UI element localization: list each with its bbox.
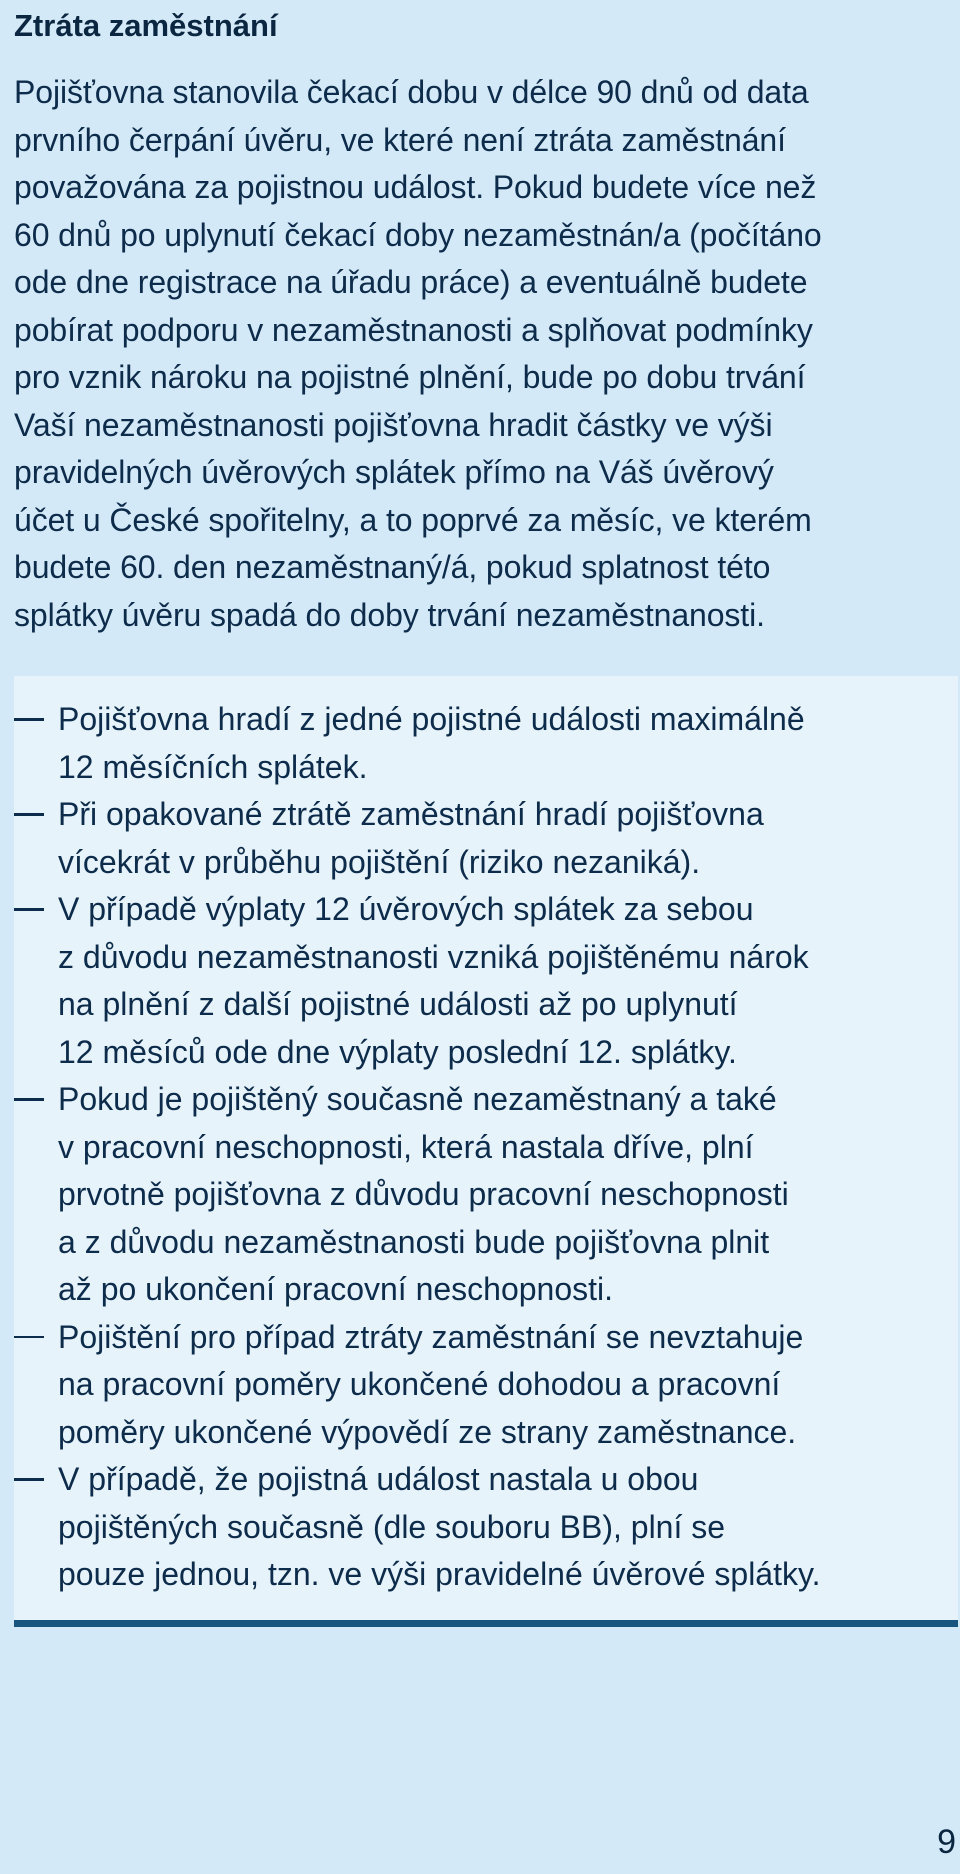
list-item-line: Pojištění pro případ ztráty zaměstnání se nevztahuje [58, 1318, 804, 1355]
list-item-line: V případě výplaty 12 úvěrových splátek za sebou [58, 891, 754, 927]
list-item-line: 12 měsíců ode dne výplaty poslední 12. splátky. [58, 1033, 737, 1070]
list-item-line: a z důvodu nezaměstnanosti bude pojišťovna plnit [58, 1223, 770, 1260]
intro-line: ode dne registrace na úřadu práce) a eventuálně budete [14, 264, 808, 300]
intro-line: Pojišťovna stanovila čekací dobu v délce 90 dnů od data [14, 74, 809, 110]
list-item-line: prvotně pojišťovna z důvodu pracovní neschopnosti [58, 1176, 789, 1212]
intro-line: budete 60. den nezaměstnaný/á, pokud splatnost této [14, 549, 771, 585]
list-item [0, 1314, 960, 1457]
list-item-line: v pracovní neschopnosti, která nastala dříve, plní [58, 1128, 754, 1165]
dash-bullet-icon [14, 718, 44, 721]
intro-line: pravidelných úvěrových splátek přímo na Váš úvěrový [14, 454, 774, 490]
list-item-line: z důvodu nezaměstnanosti vzniká pojištěnému nárok [58, 938, 809, 975]
dash-bullet-icon [14, 1478, 44, 1481]
list-item [0, 696, 960, 791]
dash-bullet-icon [14, 1336, 44, 1339]
list-item-line: až po ukončení pracovní neschopnosti. [58, 1271, 614, 1307]
dash-bullet-icon [14, 1098, 44, 1101]
intro-line: účet u České spořitelny, a to poprvé za měsíc, ve kterém [14, 501, 812, 538]
intro-line: pro vznik nároku na pojistné plnění, bude po dobu trvání [14, 359, 806, 395]
list-item [0, 1456, 960, 1599]
list-item [0, 791, 960, 886]
list-item-line: vícekrát v průběhu pojištění (riziko nezaniká). [58, 843, 701, 880]
intro-line: prvního čerpání úvěru, ve které není ztráta zaměstnání [14, 121, 786, 158]
list-item-line: pojištěných současně (dle souboru BB), plní se [58, 1508, 726, 1545]
list-item-line: na pracovní poměry ukončené dohodou a pracovní [58, 1366, 781, 1402]
list-item-line: V případě, že pojistná událost nastala u obou [58, 1461, 699, 1497]
list-item-line: pouze jednou, tzn. ve výši pravidelné úvěrové splátky. [58, 1556, 821, 1592]
page-number: 9 [937, 1823, 956, 1861]
conditions-list [0, 696, 960, 1599]
list-item-line: Při opakované ztrátě zaměstnání hradí pojišťovna [58, 796, 764, 832]
intro-line: splátky úvěru spadá do doby trvání nezaměstnanosti. [14, 596, 765, 633]
box-bottom-rule [14, 1620, 958, 1627]
list-item [0, 1076, 960, 1314]
list-item-line: 12 měsíčních splátek. [58, 748, 368, 785]
list-item [0, 886, 960, 1076]
intro-line: považována za pojistnou událost. Pokud budete více než [14, 169, 817, 205]
intro-line: Vaší nezaměstnanosti pojišťovna hradit částky ve výši [14, 406, 773, 443]
intro-line: pobírat podporu v nezaměstnanosti a splňovat podmínky [14, 311, 813, 348]
list-item-line: na plnění z další pojistné události až po uplynutí [58, 986, 738, 1022]
dash-bullet-icon [14, 908, 44, 911]
list-item-line: poměry ukončené výpovědí ze strany zaměstnance. [58, 1413, 797, 1450]
dash-bullet-icon [14, 813, 44, 816]
list-item-line: Pokud je pojištěný současně nezaměstnaný a také [58, 1081, 777, 1117]
intro-line: 60 dnů po uplynutí čekací doby nezaměstnán/a (počítáno [14, 216, 822, 253]
intro-paragraph [14, 69, 954, 639]
list-item-line: Pojišťovna hradí z jedné pojistné události maximálně [58, 701, 805, 737]
section-title: Ztráta zaměstnání [14, 8, 278, 43]
